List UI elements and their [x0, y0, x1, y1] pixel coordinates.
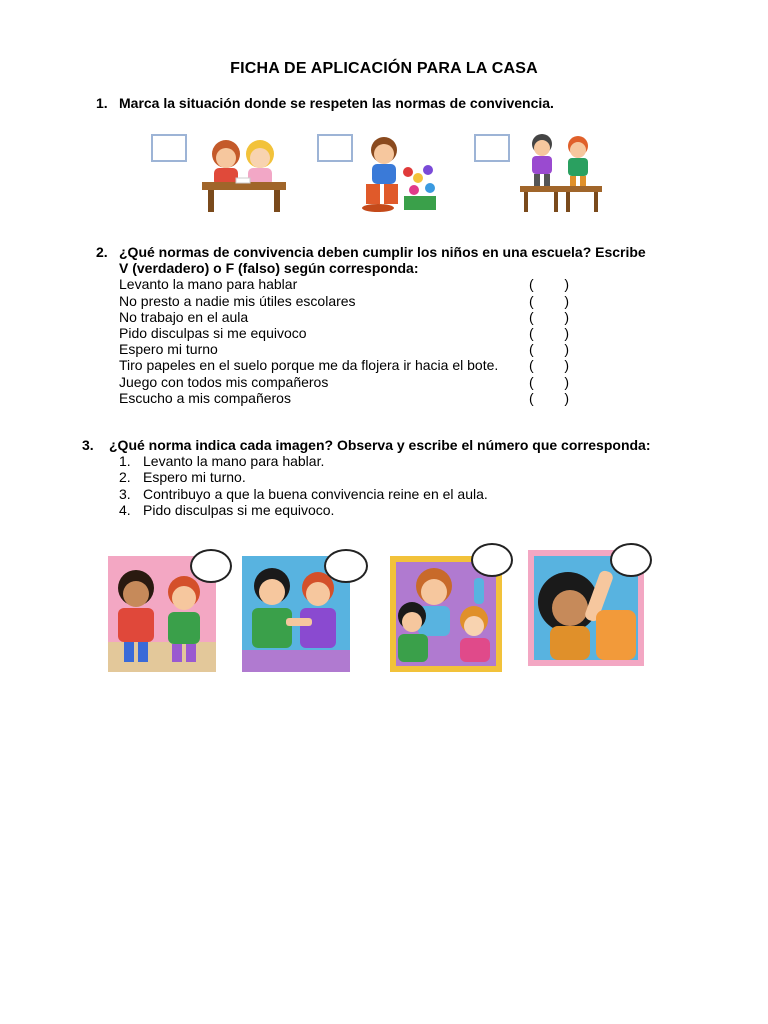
kids-sharing-desk-image — [196, 132, 292, 214]
list-item: 2. Espero mi turno. — [119, 469, 246, 486]
list-item — [119, 276, 716, 292]
list-item: 3. Contribuyo a que la buena convivencia reine en el aula. — [119, 485, 488, 502]
kids-standing-on-desks-image — [516, 132, 604, 214]
list-item — [119, 325, 716, 341]
true-false-list — [119, 276, 716, 406]
answer-blank[interactable]: ( ) — [529, 292, 569, 309]
list-item: 1. Levanto la mano para hablar. — [119, 453, 325, 470]
list-item — [119, 341, 716, 357]
statement: No trabajo en el aula — [119, 308, 249, 325]
list-item — [119, 390, 716, 406]
statement: Levanto la mano para hablar — [119, 276, 298, 293]
norms-list — [119, 453, 722, 518]
answer-blank[interactable]: ( ) — [529, 276, 569, 293]
statement: Tiro papeles en el suelo porque me da flojera ir hacia el bote. — [119, 357, 499, 374]
question-number: 1. — [96, 95, 108, 111]
question-number: 2. — [96, 244, 108, 260]
page-title: FICHA DE APLICACIÓN PARA LA CASA — [230, 60, 538, 77]
answer-blank[interactable]: ( ) — [529, 357, 569, 374]
question-text: ¿Qué norma indica cada imagen? Observa y escribe el número que corresponda: — [109, 437, 651, 453]
answer-checkbox-2[interactable] — [317, 134, 353, 162]
list-item: 4. Pido disculpas si me equivoco. — [119, 501, 335, 518]
list-item — [119, 374, 716, 390]
list-item — [119, 357, 716, 373]
statement: No presto a nadie mis útiles escolares — [119, 292, 356, 309]
answer-blank[interactable]: ( ) — [529, 308, 569, 325]
statement: Espero mi turno — [119, 341, 218, 358]
answer-blank[interactable]: ( ) — [529, 341, 569, 358]
question-text-line-2: V (verdadero) o F (falso) según corresponda: — [119, 260, 419, 277]
speech-bubble[interactable] — [324, 549, 368, 583]
question-1 — [96, 95, 716, 111]
speech-bubble[interactable] — [471, 543, 513, 577]
question-2 — [96, 244, 716, 406]
boy-with-flowers-image — [356, 132, 442, 214]
answer-blank[interactable]: ( ) — [529, 324, 569, 341]
answer-blank[interactable]: ( ) — [529, 373, 569, 390]
list-item — [119, 293, 716, 309]
answer-checkbox-3[interactable] — [474, 134, 510, 162]
speech-bubble[interactable] — [190, 549, 232, 583]
list-item — [119, 309, 716, 325]
question-3 — [82, 437, 722, 518]
question-number: 3. — [82, 437, 94, 453]
answer-blank[interactable]: ( ) — [529, 389, 569, 406]
question-text: Marca la situación donde se respeten las normas de convivencia. — [119, 95, 554, 111]
question-text-line-1: ¿Qué normas de convivencia deben cumplir los niños en una escuela? Escribe — [119, 244, 646, 260]
speech-bubble[interactable] — [610, 543, 652, 577]
statement: Juego con todos mis compañeros — [119, 373, 329, 390]
answer-checkbox-1[interactable] — [151, 134, 187, 162]
statement: Escucho a mis compañeros — [119, 389, 291, 406]
statement: Pido disculpas si me equivoco — [119, 324, 307, 341]
